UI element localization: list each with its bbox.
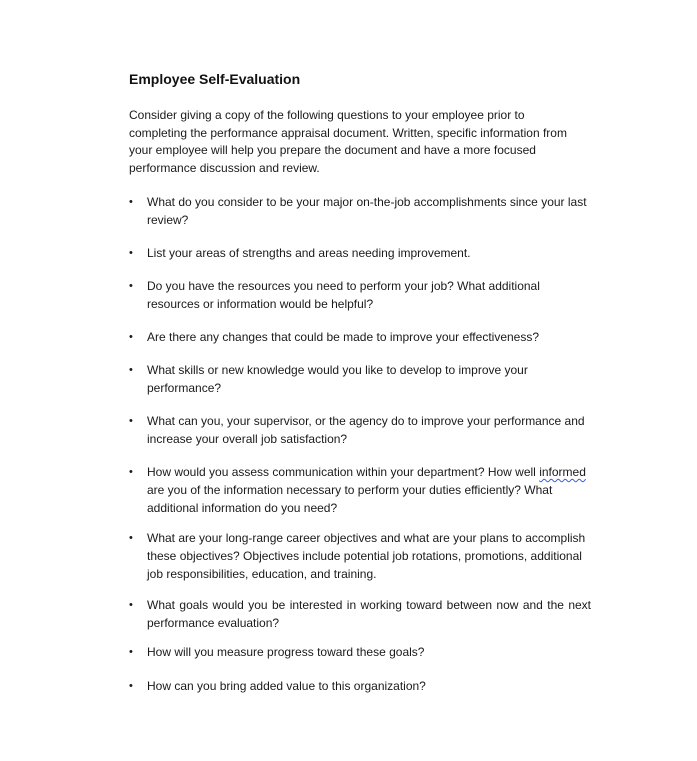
question-list (129, 193, 591, 695)
bullet-icon: • (129, 646, 133, 658)
spellcheck-flagged-word[interactable]: informed (539, 465, 586, 479)
question-text-before: How would you assess communication within your department? How well (147, 465, 540, 479)
question-text: Do you have the resources you need to perform your job? What additional resources or information would be helpful? (147, 279, 540, 311)
question-text-after: are you of the information necessary to perform your duties efficiently? What additional information do you need? (147, 483, 553, 515)
list-item (129, 529, 591, 583)
bullet-icon: • (129, 415, 133, 427)
intro-paragraph: Consider giving a copy of the following questions to your employee prior to completing the performance appraisal document. Written, specific information from your employee will help you prepare the document and have a more focused performance discussion and review. (129, 108, 567, 175)
bullet-icon: • (129, 680, 133, 692)
list-item (129, 328, 591, 346)
document-title: Employee Self-Evaluation (129, 71, 301, 87)
bullet-icon: • (129, 196, 133, 208)
bullet-icon: • (129, 466, 133, 478)
list-item (129, 677, 591, 695)
bullet-icon: • (129, 599, 133, 611)
bullet-icon: • (129, 331, 133, 343)
document-page (129, 70, 591, 695)
question-text (147, 465, 586, 515)
list-item (129, 463, 591, 517)
question-text: Are there any changes that could be made to improve your effectiveness? (147, 330, 540, 344)
bullet-icon: • (129, 280, 133, 292)
question-text: What skills or new knowledge would you like to develop to improve your performance? (147, 363, 528, 395)
bullet-icon: • (129, 364, 133, 376)
question-text: What can you, your supervisor, or the agency do to improve your performance and increase your overall job satisfaction? (147, 414, 585, 446)
question-text: List your areas of strengths and areas needing improvement. (147, 246, 471, 260)
list-item (129, 277, 591, 313)
question-text: What goals would you be interested in working toward between now and the next performance evaluation? (147, 598, 591, 630)
question-text: How will you measure progress toward these goals? (147, 645, 425, 659)
list-item (129, 361, 591, 397)
question-text: What are your long-range career objectives and what are your plans to accomplish these objectives? Objectives include potential job rotations, promotions, additional job responsibilities, education, and training. (147, 531, 586, 581)
list-item (129, 596, 591, 632)
question-text: What do you consider to be your major on-the-job accomplishments since your last review? (147, 195, 587, 227)
question-text: How can you bring added value to this organization? (147, 679, 426, 693)
list-item (129, 244, 591, 262)
bullet-icon: • (129, 247, 133, 259)
list-item (129, 643, 591, 661)
bullet-icon: • (129, 532, 133, 544)
list-item (129, 193, 591, 229)
list-item (129, 412, 591, 448)
